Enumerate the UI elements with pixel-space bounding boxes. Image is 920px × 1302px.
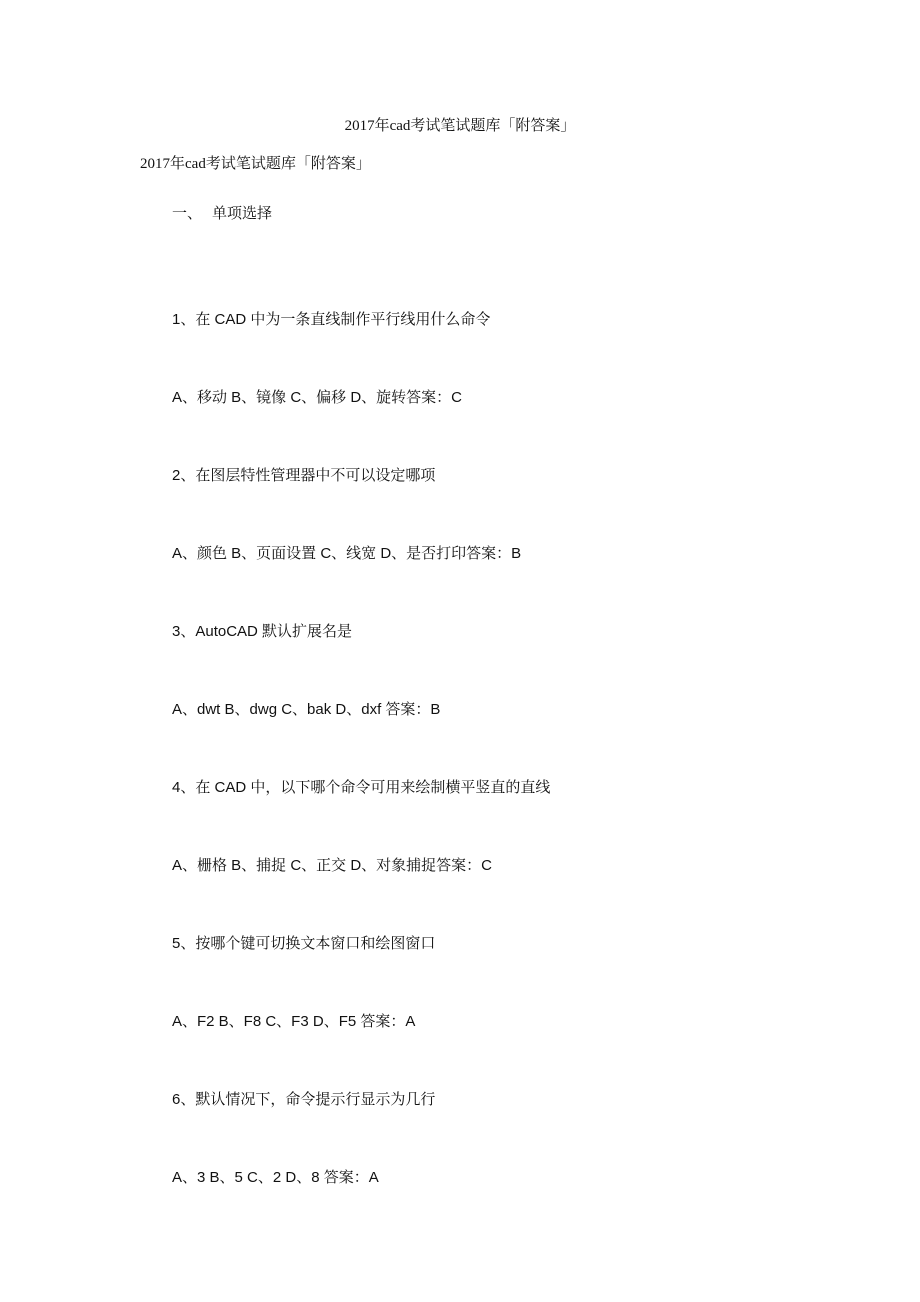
question-3: 3、AutoCAD 默认扩展名是 <box>172 623 353 640</box>
options-4: A、栅格 B、捕捉 C、正交 D、对象捕捉答案：C <box>172 857 493 874</box>
question-5: 5、按哪个键可切换文本窗口和绘图窗口 <box>172 935 436 952</box>
section-heading <box>172 204 272 224</box>
options-1: A、移动 B、镜像 C、偏移 D、旋转答案：C <box>172 389 463 406</box>
options-2: A、颜色 B、页面设置 C、线宽 D、是否打印答案：B <box>172 545 522 562</box>
question-4: 4、在 CAD 中，以下哪个命令可用来绘制横平竖直的直线 <box>172 779 551 796</box>
section-number: 一、 <box>172 206 203 222</box>
question-1: 1、在 CAD 中为一条直线制作平行线用什么命令 <box>172 311 491 328</box>
question-2: 2、在图层特性管理器中不可以设定哪项 <box>172 467 436 484</box>
section-label: 单项选择 <box>212 206 273 222</box>
document-subtitle: 2017年cad考试笔试题库「附答案」 <box>140 156 371 172</box>
document-title: 2017年cad考试笔试题库「附答案」 <box>344 118 576 134</box>
options-5: A、F2 B、F8 C、F3 D、F5 答案：A <box>172 1013 416 1030</box>
options-3: A、dwt B、dwg C、bak D、dxf 答案：B <box>172 701 441 718</box>
options-6: A、3 B、5 C、2 D、8 答案：A <box>172 1169 379 1186</box>
question-6: 6、默认情况下，命令提示行显示为几行 <box>172 1091 436 1108</box>
